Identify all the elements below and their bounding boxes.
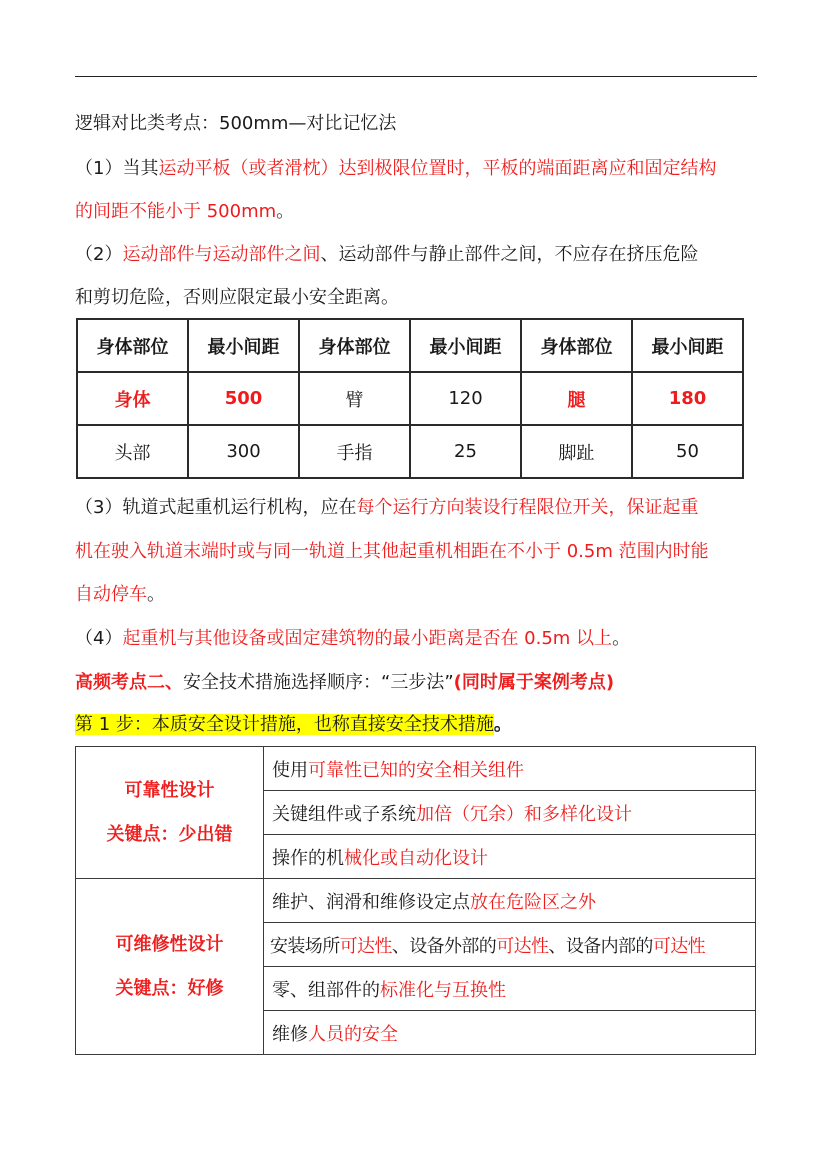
- paragraph-1-line-2: [75, 198, 294, 226]
- measure-item: [264, 747, 756, 791]
- p2-prefix: （2）: [75, 244, 123, 265]
- p3-end: 。: [147, 584, 165, 605]
- measure-text: 维护、润滑和维修设定点: [272, 891, 470, 913]
- min-distance-table: [76, 318, 744, 479]
- p1-highlight-1: 运动平板（或者滑枕）达到极限位置时，平板的端面距离应和固定结构: [158, 158, 717, 179]
- p1-highlight-2: 的间距不能小于 500mm: [75, 201, 277, 222]
- measure-highlight: 人员的安全: [308, 1023, 398, 1045]
- measure-highlight: 放在危险区之外: [470, 891, 596, 913]
- p2-highlight: 运动部件与运动部件之间: [122, 244, 321, 265]
- paragraph-3-line-2: [75, 538, 709, 566]
- paragraph-3-line-1: [75, 494, 698, 522]
- table-row: [77, 372, 743, 425]
- measures-table: [75, 746, 756, 1055]
- measure-highlight: 械化或自动化设计: [344, 847, 488, 869]
- table-row: [76, 879, 756, 923]
- reliability-design-title: 可靠性设计: [124, 779, 215, 801]
- table-cell: 手指: [299, 425, 410, 478]
- table-header: 最小间距: [410, 319, 521, 372]
- step-1-heading: [75, 711, 512, 739]
- paragraph-2-line-1: [75, 241, 698, 269]
- table-header-row: [77, 319, 743, 372]
- section-2-note: (同时属于案例考点): [453, 672, 615, 693]
- header-rule: [75, 76, 757, 77]
- measure-highlight: 可靠性已知的安全相关组件: [308, 759, 524, 781]
- p1-end: 。: [276, 201, 295, 222]
- p3-highlight-2: 机在驶入轨道末端时或与同一轨道上其他起重机相距在不小于 0.5m 范围内时能: [75, 541, 709, 562]
- measure-highlight: 可达性: [496, 935, 549, 957]
- maintainability-design-title: 可维修性设计: [115, 933, 224, 955]
- table-header: 身体部位: [521, 319, 632, 372]
- table-cell: 300: [188, 425, 299, 478]
- measure-highlight: 可达性: [339, 935, 392, 957]
- measure-highlight: 可达性: [652, 935, 706, 957]
- measure-item: [264, 791, 756, 835]
- table-cell: 臂: [299, 372, 410, 425]
- p4-end: 。: [612, 628, 631, 649]
- maintainability-design-cell: [76, 879, 264, 1055]
- section-2-heading: [75, 669, 614, 697]
- measure-text: 、设备外部的: [391, 935, 497, 957]
- maintainability-design-key: 关键点：好修: [115, 977, 224, 999]
- table-cell: 180: [632, 372, 743, 425]
- p3-highlight-1: 每个运行方向装设行程限位开关，保证起重: [356, 497, 699, 518]
- paragraph-3-line-3: [75, 581, 165, 609]
- paragraph-4: [75, 625, 630, 653]
- measure-item: [264, 835, 756, 879]
- table-header: 最小间距: [632, 319, 743, 372]
- table-row: [76, 747, 756, 791]
- table-cell: 脚趾: [521, 425, 632, 478]
- table-cell: 500: [188, 372, 299, 425]
- p3-prefix: （3）轨道式起重机运行机构，应在: [75, 497, 357, 518]
- table-header: 身体部位: [299, 319, 410, 372]
- p1-prefix: （1）当其: [75, 158, 159, 179]
- measure-item: [264, 1011, 756, 1055]
- measure-item: [264, 967, 756, 1011]
- table-header: 最小间距: [188, 319, 299, 372]
- reliability-design-key: 关键点：少出错: [106, 823, 233, 845]
- section-2-title: 安全技术措施选择顺序：“三步法”: [183, 672, 454, 693]
- step-1-end: 。: [493, 714, 512, 735]
- top-heading: 逻辑对比类考点：500mm—对比记忆法: [75, 113, 397, 134]
- table-cell: 腿: [521, 372, 632, 425]
- measure-item: [264, 879, 756, 923]
- step-1-highlighted-text: 第 1 步：本质安全设计措施，也称直接安全技术措施: [75, 714, 494, 735]
- measure-highlight: 加倍（冗余）和多样化设计: [416, 803, 632, 825]
- table-cell: 头部: [77, 425, 188, 478]
- measure-text: 维修: [272, 1023, 308, 1045]
- measure-text: 使用: [272, 759, 308, 781]
- measure-highlight: 标准化与互换性: [380, 979, 506, 1001]
- paragraph-1-line-1: [75, 155, 716, 183]
- table-cell: 身体: [77, 372, 188, 425]
- measure-text: 关键组件或子系统: [272, 803, 416, 825]
- table-cell: 120: [410, 372, 521, 425]
- p4-prefix: （4）: [75, 628, 123, 649]
- p3-highlight-3: 自动停车: [75, 584, 147, 605]
- measure-text: 操作的机: [272, 847, 344, 869]
- p4-highlight: 起重机与其他设备或固定建筑物的最小距离是否在 0.5m 以上: [122, 628, 613, 649]
- measure-text: 安装场所: [270, 935, 340, 957]
- paragraph-2-line-2: 和剪切危险，否则应限定最小安全距离。: [75, 287, 399, 308]
- table-header: 身体部位: [77, 319, 188, 372]
- measure-text: 、设备内部的: [548, 935, 653, 957]
- p2-rest: 、运动部件与静止部件之间，不应存在挤压危险: [320, 244, 699, 265]
- reliability-design-cell: [76, 747, 264, 879]
- table-row: [77, 425, 743, 478]
- table-cell: 25: [410, 425, 521, 478]
- measure-item: [264, 923, 756, 967]
- table-cell: 50: [632, 425, 743, 478]
- section-2-label: 高频考点二、: [75, 672, 183, 693]
- measure-text: 零、组部件的: [272, 979, 380, 1001]
